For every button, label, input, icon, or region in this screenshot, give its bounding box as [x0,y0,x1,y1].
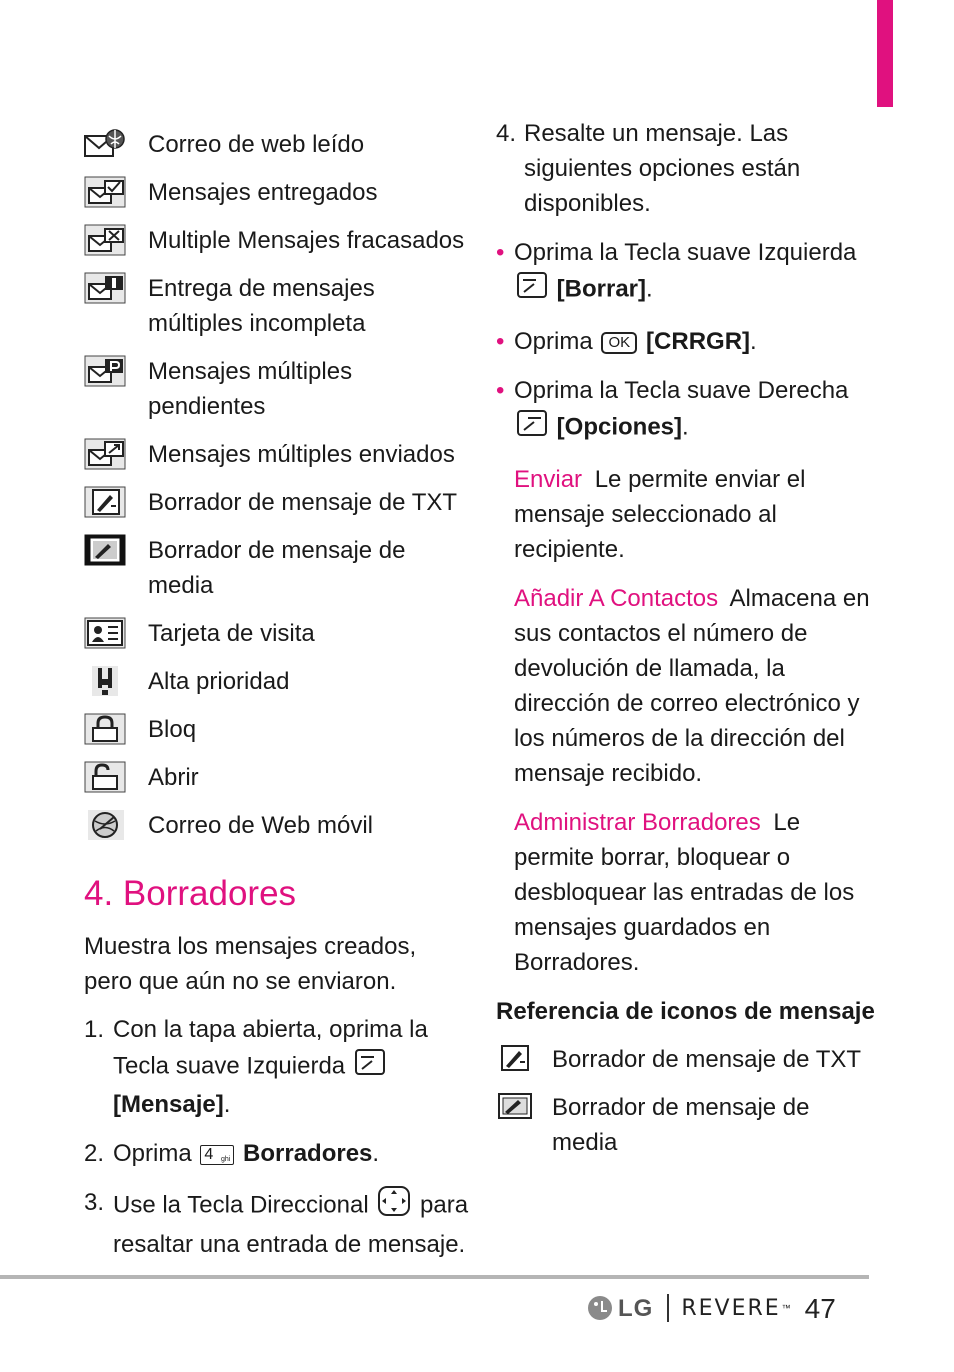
step-text: Con la tapa abierta, oprima la Tecla suave Izquierda [113,1016,428,1080]
option-administrar-borradores [514,805,876,980]
icon-list-item [84,760,474,795]
media-draft-icon [84,534,126,566]
icon-list-label: Tarjeta de visita [148,620,315,647]
option-anadir-contactos [514,581,876,791]
icon-list-label: Correo de web leído [148,131,365,158]
step-2 [84,1136,474,1171]
icon-list-label: Multiple Mensajes fracasados [148,227,465,254]
lg-logo-icon [586,1294,614,1322]
icon-list-item [84,127,474,162]
bullet-borrar [496,235,876,310]
ok-key-label: OK [608,333,631,351]
step-bold: [Mensaje] [113,1091,224,1118]
bullet-dot: • [496,239,505,266]
page-number: 47 [804,1292,836,1324]
icon-list-item [84,437,474,472]
left-soft-key-icon [516,270,548,310]
icon-list-label: Entrega de mensajes múltiples incompleta [148,275,375,337]
icon-list-item [84,664,474,699]
option-desc: Almacena en sus contactos el número de devolución de llamada, la dirección de correo electrónico y los números de la dirección del mensaje recibido. [514,585,870,787]
four-key-icon [200,1145,234,1165]
step-end: . [372,1140,380,1167]
icon-list-label: Abrir [148,764,199,791]
section-title: 4. Borradores [84,874,297,913]
bullet-crrgr [496,324,876,359]
icon-list-label: Bloq [148,716,197,743]
option-desc: Le permite enviar el mensaje seleccionado al recipiente. [514,466,806,563]
option-name: Administrar Borradores [514,809,761,836]
pending-multiple-icon [84,355,126,387]
step-text: Use la Tecla Direccional [113,1191,369,1219]
lg-logo-text: LG [618,1294,654,1322]
section-tab [877,0,893,107]
icon-list-label: Alta prioridad [148,668,290,695]
step-text: Resalte un mensaje. Las siguientes opciones están disponibles. [524,120,801,217]
lock-icon [84,713,126,745]
icon-list-label: Mensajes entregados [148,179,378,206]
bullet-bold: [CRRGR] [646,328,751,355]
step-4 [496,116,876,221]
icon-list-label: Borrador de mensaje de media [148,537,406,599]
bullet-dot: • [496,377,505,404]
icon-list-item [84,712,474,747]
reference-title: Referencia de iconos de mensaje [496,998,875,1025]
four-key-sub: ghi [221,1155,231,1163]
sent-multiple-icon [84,438,126,470]
delivered-icon [84,176,126,208]
icon-list-label: Mensajes múltiples enviados [148,441,455,468]
step-3 [84,1185,474,1262]
bullet-bold: [Borrar] [556,275,647,303]
txt-draft-icon [84,486,126,518]
lg-logo [586,1291,653,1326]
footer-separator [667,1294,669,1322]
reference-item [496,1042,876,1077]
page-footer [586,1288,836,1328]
unlock-icon [84,761,126,793]
step-number: 3. [84,1189,105,1216]
icon-list-item [84,533,474,603]
step-text: Oprima [113,1140,192,1167]
step-end: . [223,1091,231,1118]
icon-list-label: Mensajes múltiples pendientes [148,358,353,420]
trademark: ™ [781,1302,791,1313]
navigation-key-icon [377,1185,411,1227]
step-number: 4. [496,120,517,147]
mobile-web-mail-icon [84,809,126,841]
bullet-text: Oprima la Tecla suave Derecha [514,377,849,404]
step-end: para resaltar una entrada de mensaje. [113,1191,469,1258]
bullet-text: Oprima la Tecla suave Izquierda [514,239,857,266]
failed-multiple-icon [84,224,126,256]
bullet-text: Oprima [514,328,593,355]
icon-list-item [84,808,474,843]
option-desc: Le permite borrar, bloquear o desbloquear las entradas de los mensajes guardados en Borradores. [514,809,855,976]
media-draft-icon [496,1090,536,1122]
step-number: 1. [84,1016,105,1043]
bullet-end: . [646,275,653,303]
icon-list-item [84,354,474,424]
bullet-bold: [Opciones] [556,413,683,441]
bullet-dot: • [496,328,505,355]
message-icon-list [84,127,474,856]
high-priority-icon [84,665,126,697]
bullet-end: . [682,413,689,441]
step-bold: Borradores [243,1140,373,1167]
icon-list-item [84,271,474,341]
icon-list-item [84,223,474,258]
business-card-icon [84,617,126,649]
intro-paragraph: Muestra los mensajes creados, pero que aún no se enviaron. [84,933,417,995]
bullet-opciones [496,373,876,448]
option-enviar [514,462,876,567]
icon-list-item [84,175,474,210]
right-column [496,116,876,1173]
four-key-label: 4 [204,1145,214,1163]
reference-label: Borrador de mensaje de TXT [552,1046,862,1073]
icon-list-item [84,616,474,651]
web-mail-read-icon [84,128,126,160]
footer-divider [0,1275,869,1279]
icon-list-item [84,485,474,520]
txt-draft-icon [496,1042,536,1074]
step-1 [84,1012,474,1122]
incomplete-delivery-icon [84,272,126,304]
reference-item [496,1090,876,1160]
ok-key-icon [601,332,637,354]
icon-list-label: Correo de Web móvil [148,812,373,839]
left-soft-key-icon [354,1047,386,1087]
option-name: Enviar [514,466,583,493]
option-name: Añadir A Contactos [514,585,719,612]
reference-label: Borrador de mensaje de media [552,1094,810,1156]
bullet-end: . [750,328,757,355]
brand-name: REVERE [681,1295,781,1321]
right-soft-key-icon [516,408,548,448]
icon-list-label: Borrador de mensaje de TXT [148,489,458,516]
steps-list [84,1012,474,1276]
step-number: 2. [84,1140,105,1167]
